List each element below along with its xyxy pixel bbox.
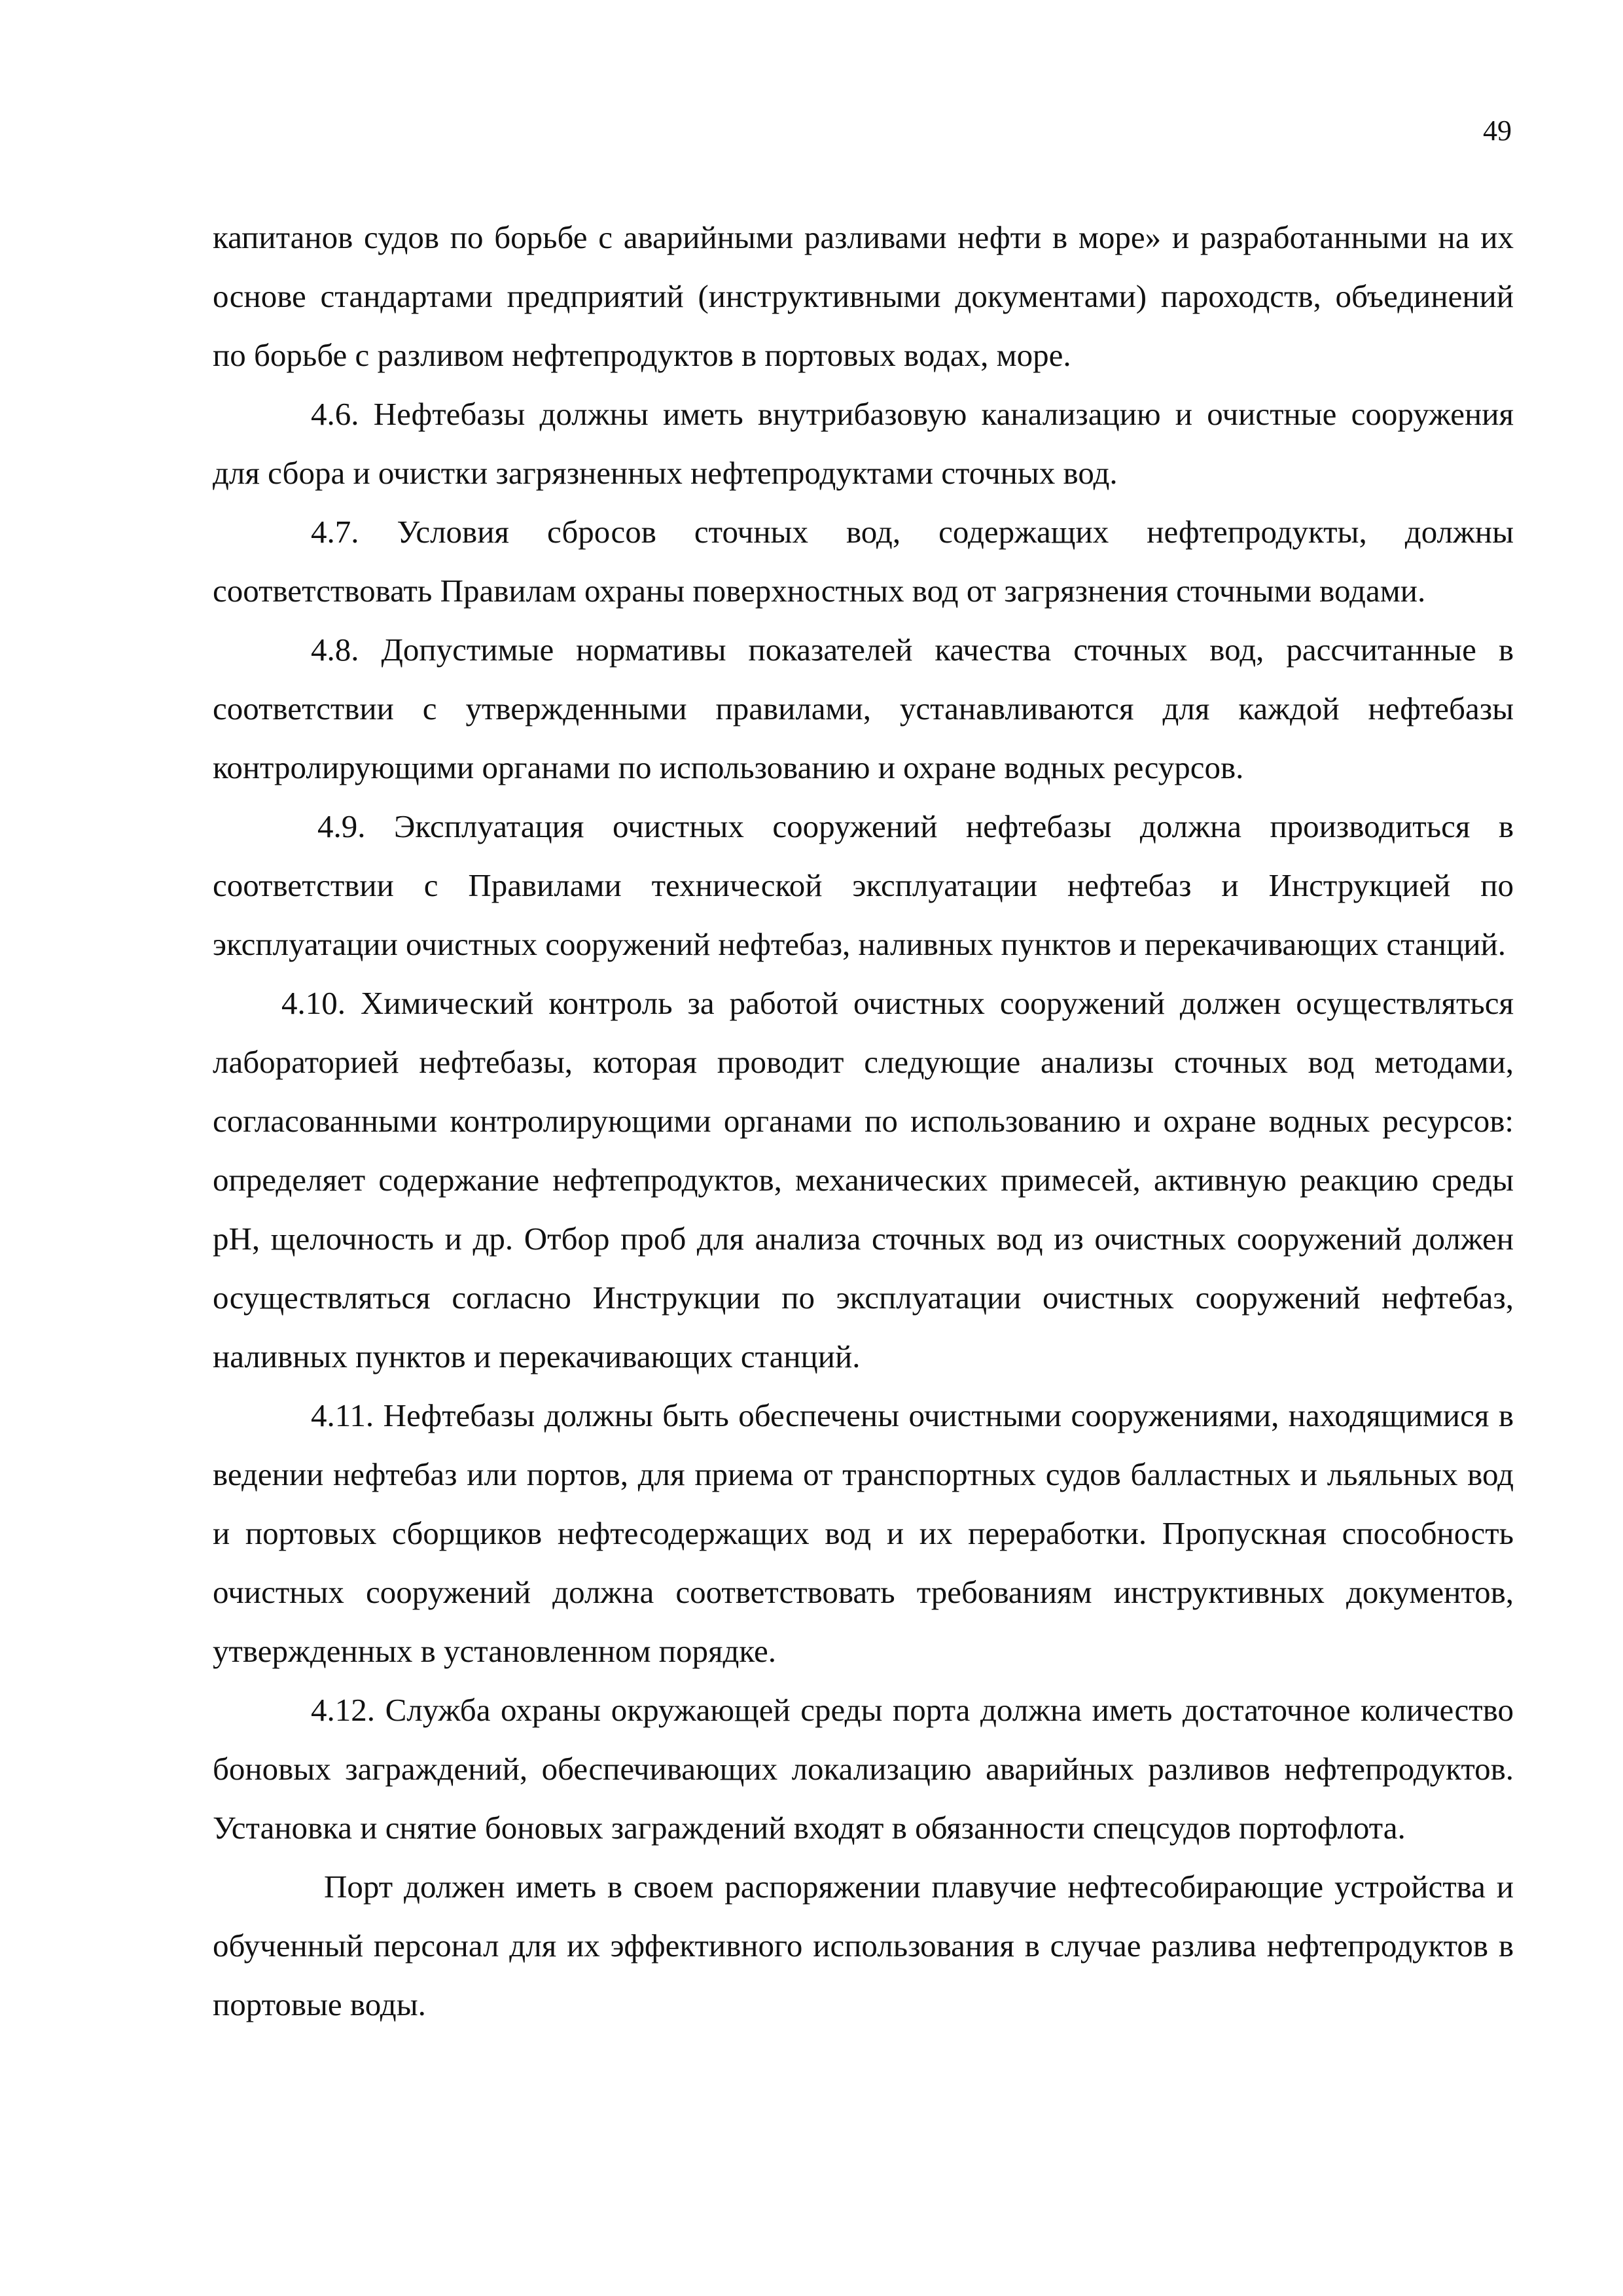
paragraph-4-12: 4.12. Служба охраны окружающей среды порта должна иметь достаточное количество боновых заграждений, обеспечивающих локализацию аварийных разливов нефтепродуктов. Установка и снятие боновых заграждений входят в обязанности спецсудов портофлота. [213, 1692, 1514, 1846]
paragraph-4-8: 4.8. Допустимые нормативы показателей качества сточных вод, рассчитанные в соответствии с утвержденными правилами, устанавливаются для каждой нефтебазы контролирующими органами по использованию и охране водных ресурсов. [213, 632, 1514, 785]
paragraph-port: Порт должен иметь в своем распоряжении плавучие нефтесобирающие устройства и обученный персонал для их эффективного использования в случае разлива нефтепродуктов в портовые воды. [213, 1869, 1514, 2022]
paragraph-intro: капитанов судов по борьбе с аварийными разливами нефти в море» и разработанными на их основе стандартами предприятий (инструктивными документами) пароходств, объединений по борьбе с разливом нефтепродуктов в портовых водах, море. [213, 219, 1514, 373]
paragraph-4-6: 4.6. Нефтебазы должны иметь внутрибазовую канализацию и очистные сооружения для сбора и очистки загрязненных нефтепродуктами сточных вод. [213, 396, 1514, 491]
page-number: 49 [1483, 115, 1512, 147]
paragraph-4-11: 4.11. Нефтебазы должны быть обеспечены очистными сооружениями, находящимися в ведении нефтебаз или портов, для приема от транспортных судов балластных и льяльных вод и портовых сборщиков нефтесодержащих вод и их переработки. Пропускная способность очистных сооружений должна соответствовать требованиям инструктивных документов, утвержденных в установленном порядке. [213, 1397, 1514, 1669]
paragraph-4-9: 4.9. Эксплуатация очистных сооружений нефтебазы должна производиться в соответствии с Правилами технической эксплуатации нефтебаз и Инструкцией по эксплуатации очистных сооружений нефтебаз, наливных пунктов и перекачивающих станций. [213, 808, 1514, 962]
paragraph-4-10: 4.10. Химический контроль за работой очистных сооружений должен осуществляться лабораторией нефтебазы, которая проводит следующие анализы сточных вод методами, согласованными контролирующими органами по использованию и охране водных ресурсов: определяет содержание нефтепродуктов, механических примесей, активную реакцию среды pH, щелочность и др. Отбор проб для анализа сточных вод из очистных сооружений должен осуществляться согласно Инструкции по эксплуатации очистных сооружений нефтебаз, наливных пунктов и перекачивающих станций. [213, 985, 1514, 1374]
document-body [213, 208, 1514, 2034]
paragraph-4-7: 4.7. Условия сбросов сточных вод, содержащих нефтепродукты, должны соответствовать Правилам охраны поверхностных вод от загрязнения сточными водами. [213, 514, 1514, 609]
